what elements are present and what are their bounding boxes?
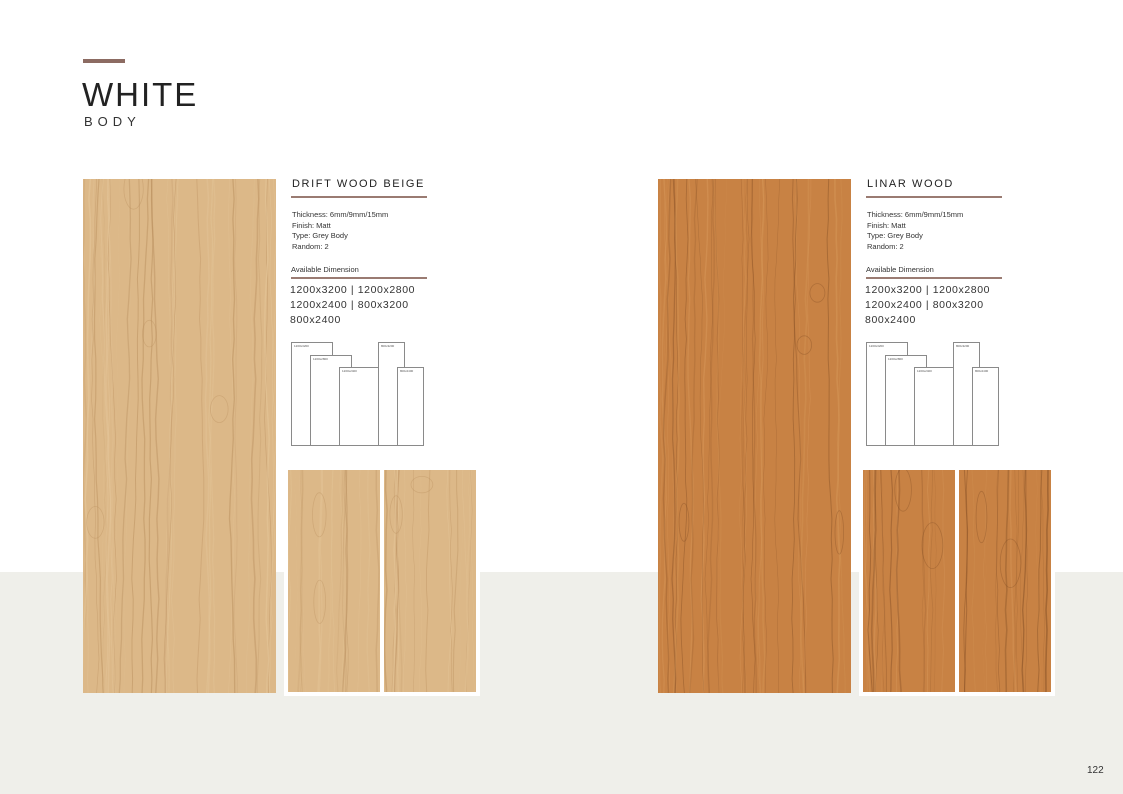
size-box: 1200x2400 [339,367,381,446]
tile-variant-image [863,470,955,692]
tile-variant-image [288,470,380,692]
product-name: LINAR WOOD [867,178,954,190]
main-tile-image [83,179,276,693]
spec-type: Type: Grey Body [867,231,923,240]
spec-random: Random: 2 [867,241,904,251]
page-title: WHITE [82,76,199,113]
wood-texture [384,470,476,692]
wood-texture [288,470,380,692]
tile-variant-image [384,470,476,692]
dimension-line: 1200x2400 | 800x3200 [290,299,409,311]
available-dimension-label: Available Dimension [866,265,934,274]
size-box: 1200x3200 [291,342,333,446]
main-tile-image [658,179,851,693]
product-name-rule [291,196,427,198]
size-diagram [866,342,1001,446]
spec-thickness: Thickness: 6mm/9mm/15mm [292,210,389,219]
dimension-line: 1200x3200 | 1200x2800 [290,284,416,296]
wood-texture [959,470,1051,692]
size-box: 800x3200 [378,342,405,446]
wood-texture [863,470,955,692]
spec-random: Random: 2 [292,241,329,251]
product-name: DRIFT WOOD BEIGE [292,178,425,190]
spec-finish: Finish: Matt [867,220,906,230]
size-box: 1200x2400 [914,367,956,446]
size-box: 1200x2800 [310,355,352,446]
dimension-list [865,283,990,328]
product-specs [292,210,388,252]
size-box: 800x3200 [953,342,980,446]
product-name-rule [866,196,1002,198]
available-dimension-rule [866,277,1002,279]
dimension-line: 1200x3200 | 1200x2800 [865,284,991,296]
available-dimension-label: Available Dimension [291,265,359,274]
wood-texture [83,179,276,693]
spec-finish: Finish: Matt [292,220,331,230]
spec-thickness: Thickness: 6mm/9mm/15mm [867,210,964,219]
wood-texture [658,179,851,693]
dimension-line: 1200x2400 | 800x3200 [865,299,984,311]
size-box: 1200x2800 [885,355,927,446]
dimension-list [290,283,415,328]
size-box: 1200x3200 [866,342,908,446]
page-subtitle: BODY [84,114,141,129]
available-dimension-rule [291,277,427,279]
title-accent-bar [83,59,125,63]
spec-type: Type: Grey Body [292,231,348,240]
product-specs [867,210,963,252]
tile-variant-image [959,470,1051,692]
size-box: 800x2400 [972,367,999,446]
page-number: 122 [1087,765,1104,776]
dimension-line: 800x2400 [290,314,341,326]
dimension-line: 800x2400 [865,314,916,326]
size-box: 800x2400 [397,367,424,446]
size-diagram [291,342,426,446]
